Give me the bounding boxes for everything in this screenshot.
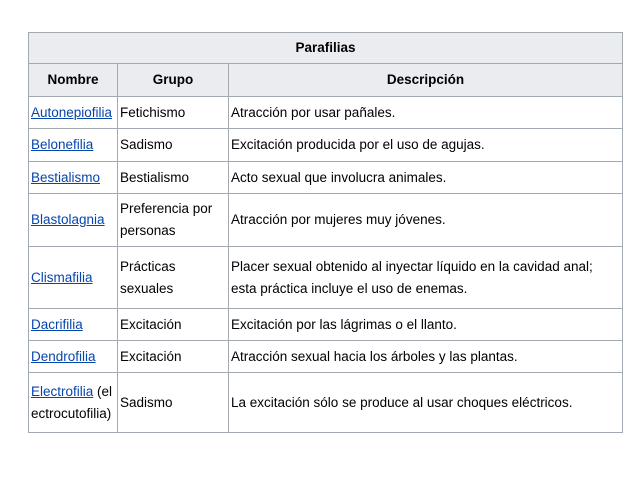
nombre-cell: [29, 162, 118, 194]
table-row: [29, 194, 623, 247]
descripcion-cell: Excitación por las lágrimas o el llanto.: [229, 309, 623, 341]
grupo-cell: Sadismo: [118, 129, 229, 162]
nombre-link[interactable]: Autonepiofilia: [31, 104, 113, 120]
nombre-cell: [29, 373, 118, 433]
table-row: [29, 129, 623, 162]
grupo-cell: Prácticas sexuales: [118, 247, 229, 309]
descripcion-cell: Placer sexual obtenido al inyectar líquido en la cavidad anal; esta práctica incluye el uso de enemas.: [229, 247, 623, 309]
table-caption: Parafilias: [29, 33, 623, 64]
grupo-cell: Bestialismo: [118, 162, 229, 194]
parafilias-table: [28, 32, 623, 433]
descripcion-cell: Atracción sexual hacia los árboles y las plantas.: [229, 341, 623, 373]
descripcion-cell: Excitación producida por el uso de agujas.: [229, 129, 623, 162]
table-row: [29, 162, 623, 194]
table-row: [29, 373, 623, 433]
nombre-cell: [29, 97, 118, 129]
grupo-cell: Fetichismo: [118, 97, 229, 129]
descripcion-cell: Atracción por mujeres muy jóvenes.: [229, 194, 623, 247]
table-caption-row: [29, 33, 623, 64]
table-row: [29, 247, 623, 309]
nombre-link[interactable]: Dacrifilia: [31, 316, 83, 332]
nombre-cell: [29, 247, 118, 309]
nombre-cell: [29, 309, 118, 341]
nombre-link[interactable]: Bestialismo: [31, 169, 101, 185]
nombre-link[interactable]: Clismafilia: [31, 269, 93, 285]
nombre-cell: [29, 194, 118, 247]
grupo-cell: Excitación: [118, 309, 229, 341]
table-header-row: [29, 64, 623, 97]
header-nombre: Nombre: [29, 64, 118, 97]
nombre-link[interactable]: Blastolagnia: [31, 212, 105, 227]
descripcion-cell: La excitación sólo se produce al usar choques eléctricos.: [229, 373, 623, 433]
nombre-cell: [29, 341, 118, 373]
header-descripcion: Descripción: [229, 64, 623, 97]
nombre-extra: (el ectrocutofilia): [31, 383, 113, 421]
table-row: [29, 97, 623, 129]
nombre-link[interactable]: Dendrofilia: [31, 348, 96, 364]
nombre-link[interactable]: Electrofilia: [31, 383, 94, 399]
grupo-cell: Sadismo: [118, 373, 229, 433]
nombre-cell: [29, 129, 118, 162]
header-grupo: Grupo: [118, 64, 229, 97]
nombre-link[interactable]: Belonefilia: [31, 137, 94, 152]
descripcion-cell: Atracción por usar pañales.: [229, 97, 623, 129]
table-row: [29, 341, 623, 373]
descripcion-cell: Acto sexual que involucra animales.: [229, 162, 623, 194]
table-row: [29, 309, 623, 341]
grupo-cell: Preferencia por personas: [118, 194, 229, 247]
grupo-cell: Excitación: [118, 341, 229, 373]
